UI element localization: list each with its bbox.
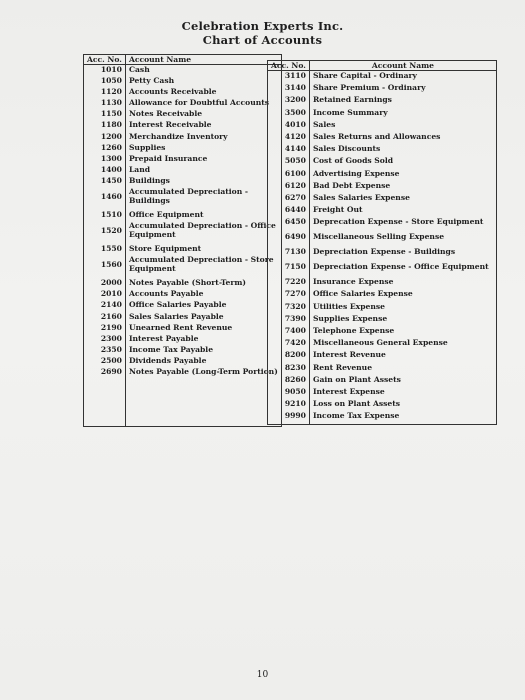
account-name: Bad Debt Expense	[309, 181, 496, 193]
account-name: Income Tax Expense	[309, 411, 496, 424]
account-row	[268, 411, 497, 424]
account-row	[268, 302, 497, 314]
account-name: Supplies	[125, 143, 281, 154]
account-number: 5050	[268, 156, 310, 168]
account-name: Gain on Plant Assets	[309, 375, 496, 387]
account-number: 1300	[84, 154, 126, 165]
account-number: 2500	[84, 356, 126, 367]
account-name: Notes Receivable	[125, 109, 281, 120]
account-row	[268, 326, 497, 338]
account-number: 7220	[268, 277, 310, 289]
account-number: 3140	[268, 83, 310, 95]
account-name: Sales Salaries Expense	[309, 193, 496, 205]
accounts-table-left	[83, 54, 282, 427]
account-number: 3110	[268, 71, 310, 84]
account-row	[268, 314, 497, 326]
account-number: 1400	[84, 165, 126, 176]
account-row	[268, 71, 497, 84]
account-name: Accumulated Depreciation - Store Equipment	[125, 255, 281, 278]
account-name: Notes Payable (Short-Term)	[125, 278, 281, 289]
account-name: Freight Out	[309, 205, 496, 217]
account-number: 3500	[268, 108, 310, 120]
account-row	[268, 277, 497, 289]
account-name: Loss on Plant Assets	[309, 399, 496, 411]
account-name-header: Account Name	[309, 61, 496, 71]
account-number: 8260	[268, 375, 310, 387]
account-name: Depreciation Expense - Buildings	[309, 247, 496, 262]
account-row	[84, 98, 282, 109]
account-number: 2690	[84, 367, 126, 427]
account-row	[84, 176, 282, 187]
account-row	[268, 193, 497, 205]
account-row	[84, 187, 282, 210]
account-number: 1560	[84, 255, 126, 278]
account-row	[84, 356, 282, 367]
account-row	[268, 108, 497, 120]
account-number: 4010	[268, 120, 310, 132]
account-number: 7150	[268, 262, 310, 277]
account-row	[268, 262, 497, 277]
account-number: 4120	[268, 132, 310, 144]
account-row	[268, 350, 497, 362]
account-name: Income Tax Payable	[125, 345, 281, 356]
account-number: 7130	[268, 247, 310, 262]
account-name: Rent Revenue	[309, 363, 496, 375]
account-name: Interest Payable	[125, 334, 281, 345]
account-name: Insurance Expense	[309, 277, 496, 289]
account-name: Sales Discounts	[309, 144, 496, 156]
account-name: Prepaid Insurance	[125, 154, 281, 165]
account-number: 1180	[84, 120, 126, 131]
account-name: Accounts Payable	[125, 289, 281, 300]
account-name: Land	[125, 165, 281, 176]
account-name: Interest Expense	[309, 387, 496, 399]
account-name: Dividends Payable	[125, 356, 281, 367]
account-row	[268, 83, 497, 95]
account-row	[84, 132, 282, 143]
account-row	[84, 244, 282, 255]
account-name: Allowance for Doubtful Accounts	[125, 98, 281, 109]
account-row	[84, 109, 282, 120]
account-number: 7400	[268, 326, 310, 338]
account-number: 1460	[84, 187, 126, 210]
account-name: Accounts Receivable	[125, 87, 281, 98]
account-row	[84, 334, 282, 345]
account-row	[84, 289, 282, 300]
account-row	[268, 217, 497, 232]
account-row	[268, 205, 497, 217]
account-row	[84, 76, 282, 87]
account-number: 6270	[268, 193, 310, 205]
account-row	[268, 95, 497, 107]
account-name: Interest Revenue	[309, 350, 496, 362]
account-row	[268, 247, 497, 262]
account-number: 1050	[84, 76, 126, 87]
account-name: Office Salaries Expense	[309, 289, 496, 301]
account-name: Share Capital - Ordinary	[309, 71, 496, 84]
account-number: 2190	[84, 323, 126, 334]
account-row	[84, 143, 282, 154]
account-name: Cost of Goods Sold	[309, 156, 496, 168]
account-name: Telephone Expense	[309, 326, 496, 338]
account-number: 7390	[268, 314, 310, 326]
account-number: 3200	[268, 95, 310, 107]
account-number: 6490	[268, 232, 310, 247]
account-row	[84, 300, 282, 311]
account-row	[268, 144, 497, 156]
account-row	[84, 221, 282, 244]
account-name: Office Salaries Payable	[125, 300, 281, 311]
account-row	[268, 169, 497, 181]
account-number: 1550	[84, 244, 126, 255]
account-row	[84, 210, 282, 221]
account-number: 1260	[84, 143, 126, 154]
account-name: Retained Earnings	[309, 95, 496, 107]
account-name: Interest Receivable	[125, 120, 281, 131]
account-number: 2300	[84, 334, 126, 345]
account-number: 2000	[84, 278, 126, 289]
account-name: Unearned Rent Revenue	[125, 323, 281, 334]
page-number: 10	[256, 670, 269, 680]
account-row	[84, 165, 282, 176]
account-name: Income Summary	[309, 108, 496, 120]
account-name: Accumulated Depreciation - Office Equipment	[125, 221, 281, 244]
account-row	[268, 132, 497, 144]
account-number: 6100	[268, 169, 310, 181]
account-number: 9210	[268, 399, 310, 411]
account-name: Buildings	[125, 176, 281, 187]
account-row	[84, 323, 282, 334]
account-number: 2160	[84, 312, 126, 323]
account-number: 8230	[268, 363, 310, 375]
account-row	[268, 363, 497, 375]
account-number: 9990	[268, 411, 310, 424]
account-row	[84, 312, 282, 323]
account-name: Sales Salaries Payable	[125, 312, 281, 323]
acc-no-header: Acc. No.	[268, 61, 310, 71]
account-name: Sales Returns and Allowances	[309, 132, 496, 144]
acc-no-header: Acc. No.	[84, 55, 126, 65]
account-name: Miscellaneous General Expense	[309, 338, 496, 350]
account-number: 1510	[84, 210, 126, 221]
account-row	[84, 154, 282, 165]
account-row	[84, 278, 282, 289]
account-number: 4140	[268, 144, 310, 156]
accounts-table-right-body	[268, 71, 497, 425]
account-number: 6440	[268, 205, 310, 217]
account-name-header: Account Name	[125, 55, 281, 65]
account-number: 9050	[268, 387, 310, 399]
account-name: Cash	[125, 65, 281, 77]
account-row	[268, 387, 497, 399]
account-row	[268, 156, 497, 168]
account-name: Store Equipment	[125, 244, 281, 255]
account-number: 6120	[268, 181, 310, 193]
account-row	[268, 375, 497, 387]
account-number: 2010	[84, 289, 126, 300]
account-row	[268, 181, 497, 193]
account-name: Share Premium - Ordinary	[309, 83, 496, 95]
account-name: Utilities Expense	[309, 302, 496, 314]
accounts-table-right	[267, 60, 497, 425]
account-name: Miscellaneous Selling Expense	[309, 232, 496, 247]
account-row	[84, 120, 282, 131]
account-number: 1520	[84, 221, 126, 244]
account-number: 2350	[84, 345, 126, 356]
account-name: Merchandize Inventory	[125, 132, 281, 143]
account-name: Supplies Expense	[309, 314, 496, 326]
account-row	[268, 289, 497, 301]
account-number: 1120	[84, 87, 126, 98]
account-row	[84, 367, 282, 427]
account-name: Depreciation Expense - Office Equipment	[309, 262, 496, 277]
account-row	[84, 345, 282, 356]
account-row	[268, 338, 497, 350]
account-number: 1010	[84, 65, 126, 77]
account-row	[268, 399, 497, 411]
account-number: 1130	[84, 98, 126, 109]
account-number: 1450	[84, 176, 126, 187]
document-title: Chart of Accounts	[202, 33, 323, 47]
account-name: Office Equipment	[125, 210, 281, 221]
account-number: 7420	[268, 338, 310, 350]
account-name: Notes Payable (Long-Term Portion)	[125, 367, 281, 427]
account-name: Accumulated Depreciation - Buildings	[125, 187, 281, 210]
account-row	[268, 232, 497, 247]
account-name: Deprecation Expense - Store Equipment	[309, 217, 496, 232]
account-number: 7320	[268, 302, 310, 314]
account-row	[84, 255, 282, 278]
account-number: 1200	[84, 132, 126, 143]
account-number: 6450	[268, 217, 310, 232]
account-number: 8200	[268, 350, 310, 362]
account-name: Sales	[309, 120, 496, 132]
accounts-table-left-body	[84, 65, 282, 427]
account-row	[84, 87, 282, 98]
account-number: 1150	[84, 109, 126, 120]
company-name: Celebration Experts Inc.	[181, 19, 344, 33]
account-name: Advertising Expense	[309, 169, 496, 181]
account-name: Petty Cash	[125, 76, 281, 87]
account-row	[268, 120, 497, 132]
account-number: 2140	[84, 300, 126, 311]
account-row	[84, 65, 282, 77]
account-number: 7270	[268, 289, 310, 301]
